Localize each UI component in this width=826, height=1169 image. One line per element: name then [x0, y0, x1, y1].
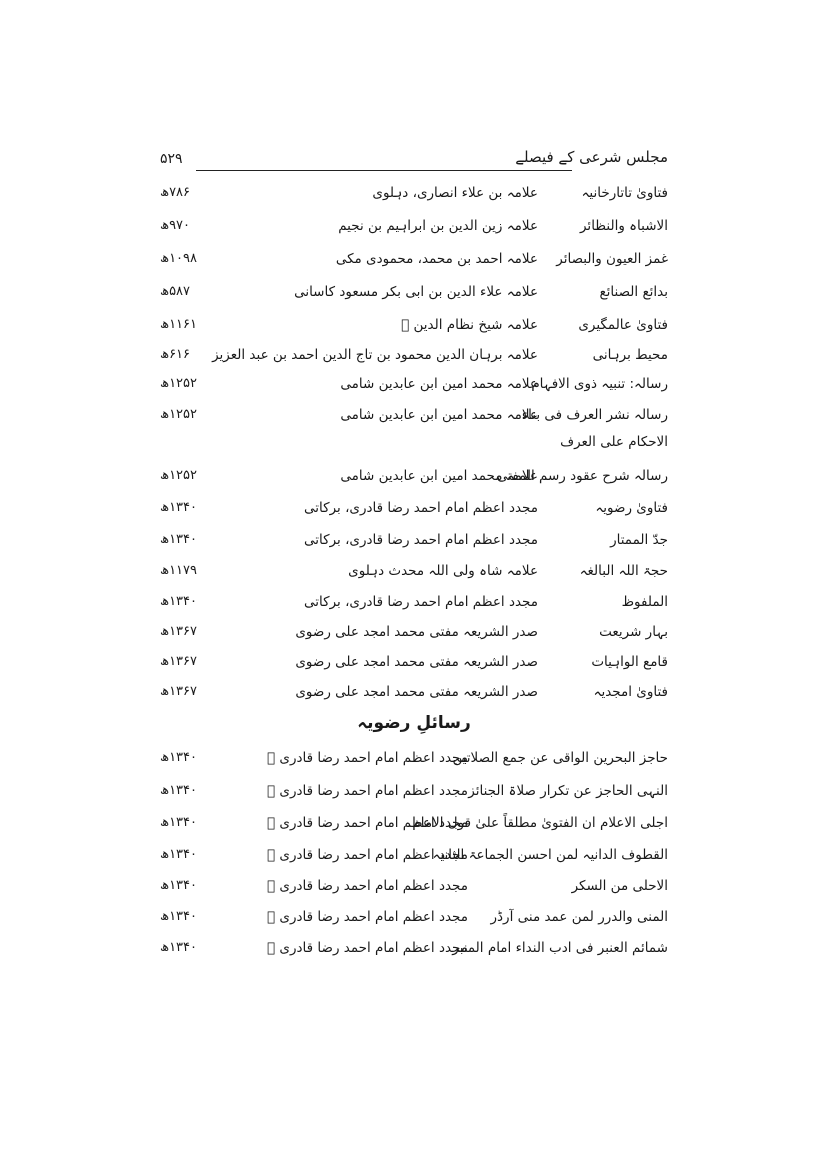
death-year: ۱۳۴۰ھ	[160, 878, 198, 893]
table-row	[160, 468, 668, 496]
table-row	[160, 218, 668, 246]
table-row	[160, 563, 668, 591]
list-item	[160, 940, 668, 968]
book-title-continuation: الاحکام علی العرف	[560, 434, 668, 450]
death-year: ۵۸۷ھ	[160, 284, 191, 299]
book-title: فتاویٰ امجدیہ	[593, 684, 668, 700]
table-row	[160, 500, 668, 528]
death-year: ۱۳۴۰ھ	[160, 909, 198, 924]
death-year: ۱۳۴۰ھ	[160, 594, 198, 609]
death-year: ۱۳۴۰ھ	[160, 500, 198, 515]
book-title: حجۃ اللہ البالغہ	[579, 563, 668, 579]
death-year: ۱۲۵۲ھ	[160, 407, 198, 422]
death-year: ۹۷۰ھ	[160, 218, 191, 233]
book-title: الملفوظ	[621, 594, 668, 610]
table-row	[160, 347, 668, 375]
table-row	[160, 251, 668, 279]
book-title: رسالہ: تنبیہ ذوی الافہام	[531, 376, 668, 392]
death-year: ۱۱۶۱ھ	[160, 317, 198, 332]
section-title: رسائلِ رضویہ	[357, 713, 471, 733]
author-name: مجدد اعظم امام احمد رضا قادری ﷫	[267, 783, 468, 799]
list-item	[160, 909, 668, 937]
table-row	[160, 532, 668, 560]
death-year: ۶۱۶ھ	[160, 347, 191, 362]
author-name: مجدد اعظم امام احمد رضا قادری، برکاتی	[304, 500, 538, 516]
death-year: ۱۰۹۸ھ	[160, 251, 198, 266]
death-year: ۱۳۴۰ھ	[160, 940, 198, 955]
book-title: بہار شریعت	[599, 624, 668, 640]
list-item	[160, 750, 668, 778]
book-title: الاحلی من السکر	[571, 878, 668, 894]
death-year: ۱۳۶۷ھ	[160, 654, 198, 669]
death-year: ۱۳۴۰ھ	[160, 532, 198, 547]
book-title: قامع الواہیات	[591, 654, 668, 670]
table-row	[160, 624, 668, 652]
list-item	[160, 878, 668, 906]
book-title: فتاویٰ رضویہ	[595, 500, 668, 516]
book-title: المنی والدرر لمن عمد منی آرڈر	[490, 909, 668, 925]
table-row	[160, 185, 668, 213]
book-title: محیط برہانی	[592, 347, 668, 363]
author-name: صدر الشریعہ مفتی محمد امجد علی رضوی	[295, 684, 538, 700]
book-title: حاجز البحرین الواقی عن جمع الصلاتین	[452, 750, 668, 766]
author-name: صدر الشریعہ مفتی محمد امجد علی رضوی	[295, 654, 538, 670]
author-name: علامہ برہان الدین محمود بن تاج الدین احمد بن عبد العزیز	[212, 347, 538, 363]
running-title: مجلس شرعی کے فیصلے	[515, 148, 668, 166]
author-name: علامہ محمد امین ابن عابدین شامی	[340, 407, 538, 423]
list-item	[160, 815, 668, 843]
table-row	[160, 684, 668, 712]
table-row	[160, 376, 668, 404]
page-header	[160, 148, 668, 178]
book-title: جدّ الممتار	[610, 532, 668, 548]
table-row	[160, 407, 668, 435]
death-year: ۷۸۶ھ	[160, 185, 191, 200]
author-name: مجدد اعظم امام احمد رضا قادری ﷫	[267, 847, 468, 863]
author-name: علامہ محمد امین ابن عابدین شامی	[340, 376, 538, 392]
book-title: فتاویٰ عالمگیری	[578, 317, 668, 333]
table-row	[160, 434, 668, 462]
list-item	[160, 783, 668, 811]
death-year: ۱۳۶۷ھ	[160, 684, 198, 699]
author-name: مجدد اعظم امام احمد رضا قادری ﷫	[267, 909, 468, 925]
book-title: رسالہ شرح عقود رسم المفتی	[496, 468, 668, 484]
death-year: ۱۲۵۲ھ	[160, 376, 198, 391]
author-name: علامہ احمد بن محمد، محمودی مکی	[335, 251, 538, 267]
author-name: علامہ زین الدین بن ابراہیم بن نجیم	[338, 218, 538, 234]
author-name: مجدد اعظم امام احمد رضا قادری، برکاتی	[304, 594, 538, 610]
author-name: علامہ شیخ نظام الدین ﷫	[401, 317, 538, 333]
table-row	[160, 317, 668, 345]
author-name: مجدد اعظم امام احمد رضا قادری ﷫	[267, 815, 468, 831]
death-year: ۱۳۴۰ھ	[160, 847, 198, 862]
death-year: ۱۳۶۷ھ	[160, 624, 198, 639]
death-year: ۱۳۴۰ھ	[160, 750, 198, 765]
book-title: بدائع الصنائع	[599, 284, 668, 300]
book-title: فتاویٰ تاتارخانیہ	[581, 185, 668, 201]
table-row	[160, 594, 668, 622]
book-title: اجلی الاعلام ان الفتویٰ مطلقاً علیٰ قول الامام	[412, 815, 668, 831]
author-name: مجدد اعظم امام احمد رضا قادری، برکاتی	[304, 532, 538, 548]
death-year: ۱۱۷۹ھ	[160, 563, 198, 578]
list-item	[160, 847, 668, 875]
author-name: علامہ بن علاء انصاری، دہلوی	[372, 185, 538, 201]
table-row	[160, 654, 668, 682]
book-title: شمائم العنبر فی ادب النداء امام المنبر	[452, 940, 668, 956]
author-name: علامہ محمد امین ابن عابدین شامی	[340, 468, 538, 484]
page-number: ۵۲۹	[160, 151, 183, 167]
author-name: علامہ شاہ ولی اللہ محدث دہلوی	[348, 563, 538, 579]
author-name: صدر الشریعہ مفتی محمد امجد علی رضوی	[295, 624, 538, 640]
author-name: علامہ علاء الدین بن ابی بکر مسعود کاسانی	[294, 284, 538, 300]
header-rule	[196, 170, 572, 171]
book-title: الاشباہ والنظائر	[579, 218, 668, 234]
author-name: مجدد اعظم امام احمد رضا قادری ﷫	[267, 940, 468, 956]
book-title: رسالہ نشر العرف فی بناء	[521, 407, 668, 423]
author-name: مجدد اعظم امام احمد رضا قادری ﷫	[267, 878, 468, 894]
death-year: ۱۲۵۲ھ	[160, 468, 198, 483]
death-year: ۱۳۴۰ھ	[160, 815, 198, 830]
author-name: مجدد اعظم امام احمد رضا قادری ﷫	[267, 750, 468, 766]
table-row	[160, 284, 668, 312]
death-year: ۱۳۴۰ھ	[160, 783, 198, 798]
book-title: النہی الحاجز عن تکرار صلاۃ الجنائز	[468, 783, 668, 799]
book-title: القطوف الدانیہ لمن احسن الجماعۃ الثانیہ	[432, 847, 668, 863]
book-title: غمز العیون والبصائر	[556, 251, 668, 267]
